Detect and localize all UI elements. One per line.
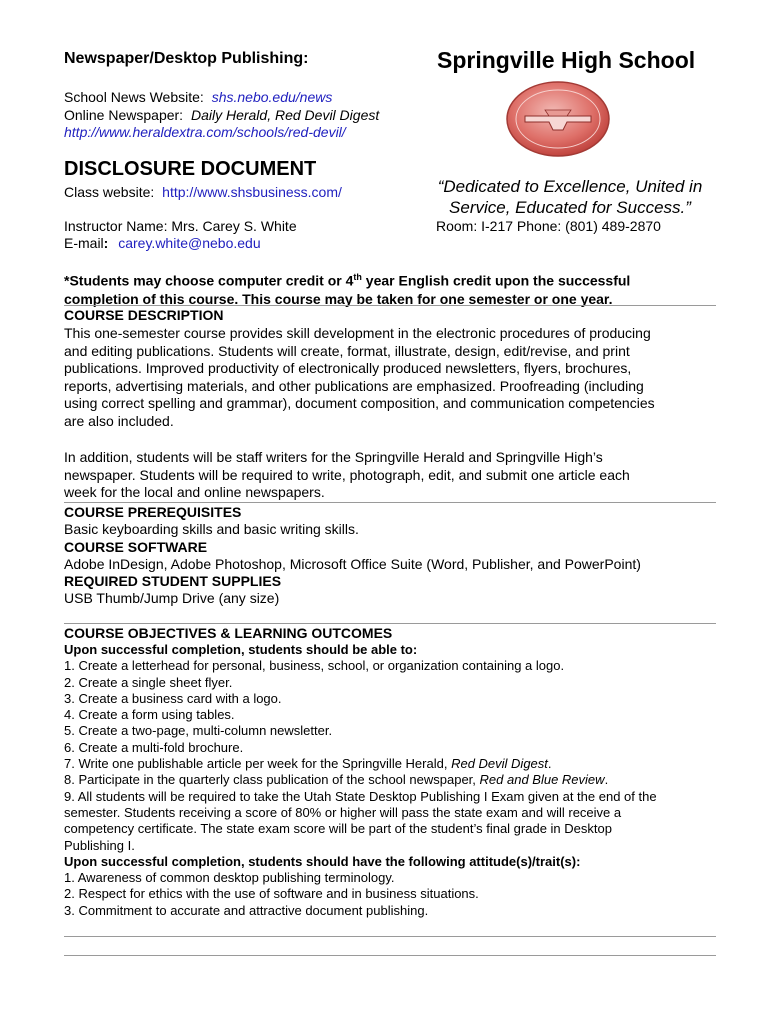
instructor-name: Instructor Name: Mrs. Carey S. White — [64, 218, 297, 234]
objective-item-7-text: 7. Write one publishable article per week for the Springville Herald, — [64, 756, 452, 772]
objective-item-7-end: . — [547, 756, 552, 772]
course-description-para2 — [64, 449, 724, 502]
objective-item: 2. Create a single sheet flyer. — [64, 674, 233, 690]
class-website-row — [64, 184, 342, 201]
news-website-label: School News Website: — [64, 89, 204, 105]
objective-item-9-line: semester. Students receiving a score of 80% or higher will pass the state exam and will receive a — [64, 804, 622, 820]
attitude-item: 2. Respect for ethics with the use of software and in business situations. — [64, 886, 479, 902]
objective-item: 6. Create a multi-fold brochure. — [64, 739, 244, 755]
course-title: Newspaper/Desktop Publishing: — [64, 50, 309, 67]
motto-line-1: “Dedicated to Excellence, United in — [437, 177, 703, 196]
objective-item-9-line: 9. All students will be required to take the Utah State Desktop Publishing I Exam given at the end of the — [64, 788, 657, 804]
divider — [64, 623, 716, 624]
supplies-text: USB Thumb/Jump Drive (any size) — [64, 590, 280, 606]
objectives-intro: Upon successful completion, students should be able to: — [64, 642, 418, 657]
desc-line: week for the local and online newspapers. — [64, 484, 325, 501]
objective-item-7 — [64, 756, 724, 772]
objective-item-8 — [64, 772, 724, 788]
desc-line: are also included. — [64, 412, 174, 429]
objective-item: 3. Create a business card with a logo. — [64, 690, 282, 706]
credit-note-part2: year English credit upon the successful — [361, 272, 631, 289]
software-text: Adobe InDesign, Adobe Photoshop, Microsoft Office Suite (Word, Publisher, and PowerPoint) — [64, 556, 641, 572]
objective-item-7-em: Red Devil Digest — [451, 756, 548, 772]
motto-line-2: Service, Educated for Success.” — [449, 198, 691, 217]
email-row — [64, 235, 261, 252]
objective-item-8-end: . — [604, 772, 609, 788]
room-phone: Room: I-217 Phone: (801) 489-2870 — [436, 218, 661, 234]
objective-item-8-em: Red and Blue Review — [479, 772, 605, 788]
objective-item-8-text: 8. Participate in the quarterly class publication of the school newspaper, — [64, 772, 480, 788]
objectives-list — [64, 642, 724, 919]
news-website-link[interactable]: shs.nebo.edu/news — [211, 89, 333, 105]
news-website-row — [64, 89, 332, 106]
online-newspaper-value: Daily Herald, Red Devil Digest — [190, 107, 380, 123]
email-colon: : — [103, 235, 109, 251]
objective-item: 1. Create a letterhead for personal, business, school, or organization containing a logo. — [64, 658, 565, 674]
school-name: Springville High School — [437, 47, 696, 73]
objective-item-9-line: Publishing I. — [64, 837, 135, 853]
divider — [64, 936, 716, 937]
desc-line: and editing publications. Students will create, format, illustrate, design, edit/revise, and print — [64, 342, 630, 359]
herald-url-link[interactable]: http://www.heraldextra.com/schools/red-devil/ — [64, 124, 346, 140]
divider — [64, 955, 716, 956]
software-title: COURSE SOFTWARE — [64, 539, 208, 555]
desc-line: This one-semester course provides skill development in the electronic procedures of producing — [64, 325, 651, 341]
prerequisites-title: COURSE PREREQUISITES — [64, 504, 242, 520]
disclosure-title: DISCLOSURE DOCUMENT — [64, 158, 317, 180]
objectives-title: COURSE OBJECTIVES & LEARNING OUTCOMES — [64, 625, 393, 641]
prerequisites-text: Basic keyboarding skills and basic writing skills. — [64, 521, 359, 537]
objective-item: 5. Create a two-page, multi-column newsletter. — [64, 723, 333, 739]
credit-note-part1: *Students may choose computer credit or 4 — [64, 272, 354, 289]
school-motto — [410, 176, 730, 218]
divider — [64, 502, 716, 503]
desc-line: using correct spelling and grammar), document composition, and communication competencies — [64, 395, 655, 412]
desc-line: reports, advertising materials, and other publications are emphasized. Proofreading (including — [64, 377, 644, 394]
desc-line: publications. Improved productivity of electronically produced newsletters, flyers, brochures, — [64, 360, 632, 377]
attitudes-intro: Upon successful completion, students should have the following attitude(s)/trait(s): — [64, 853, 581, 869]
online-newspaper-row — [64, 107, 379, 124]
objective-item: 4. Create a form using tables. — [64, 707, 235, 723]
class-website-link[interactable]: http://www.shsbusiness.com/ — [162, 184, 342, 200]
school-logo-icon — [505, 80, 611, 163]
online-newspaper-label: Online Newspaper: — [64, 107, 184, 123]
credit-note-line2: completion of this course. This course may be taken for one semester or one year. — [64, 290, 613, 307]
email-link[interactable]: carey.white@nebo.edu — [118, 235, 261, 251]
desc-line: In addition, students will be staff writers for the Springville Herald and Springville High’s — [64, 449, 603, 465]
course-description-para1 — [64, 325, 724, 431]
attitude-item: 1. Awareness of common desktop publishing terminology. — [64, 870, 395, 886]
supplies-title: REQUIRED STUDENT SUPPLIES — [64, 573, 282, 589]
credit-note-sup: th — [353, 272, 362, 282]
class-website-label: Class website: — [64, 184, 155, 200]
attitude-item: 3. Commitment to accurate and attractive document publishing. — [64, 902, 429, 918]
credit-note — [64, 268, 714, 308]
email-label: E-mail — [64, 235, 104, 251]
divider — [64, 305, 716, 306]
course-description-title: COURSE DESCRIPTION — [64, 307, 224, 323]
desc-line: newspaper. Students will be required to write, photograph, edit, and submit one article each — [64, 466, 630, 483]
objective-item-9-line: competency certificate. The state exam score will be part of the student’s final grade in Desktop — [64, 821, 612, 837]
